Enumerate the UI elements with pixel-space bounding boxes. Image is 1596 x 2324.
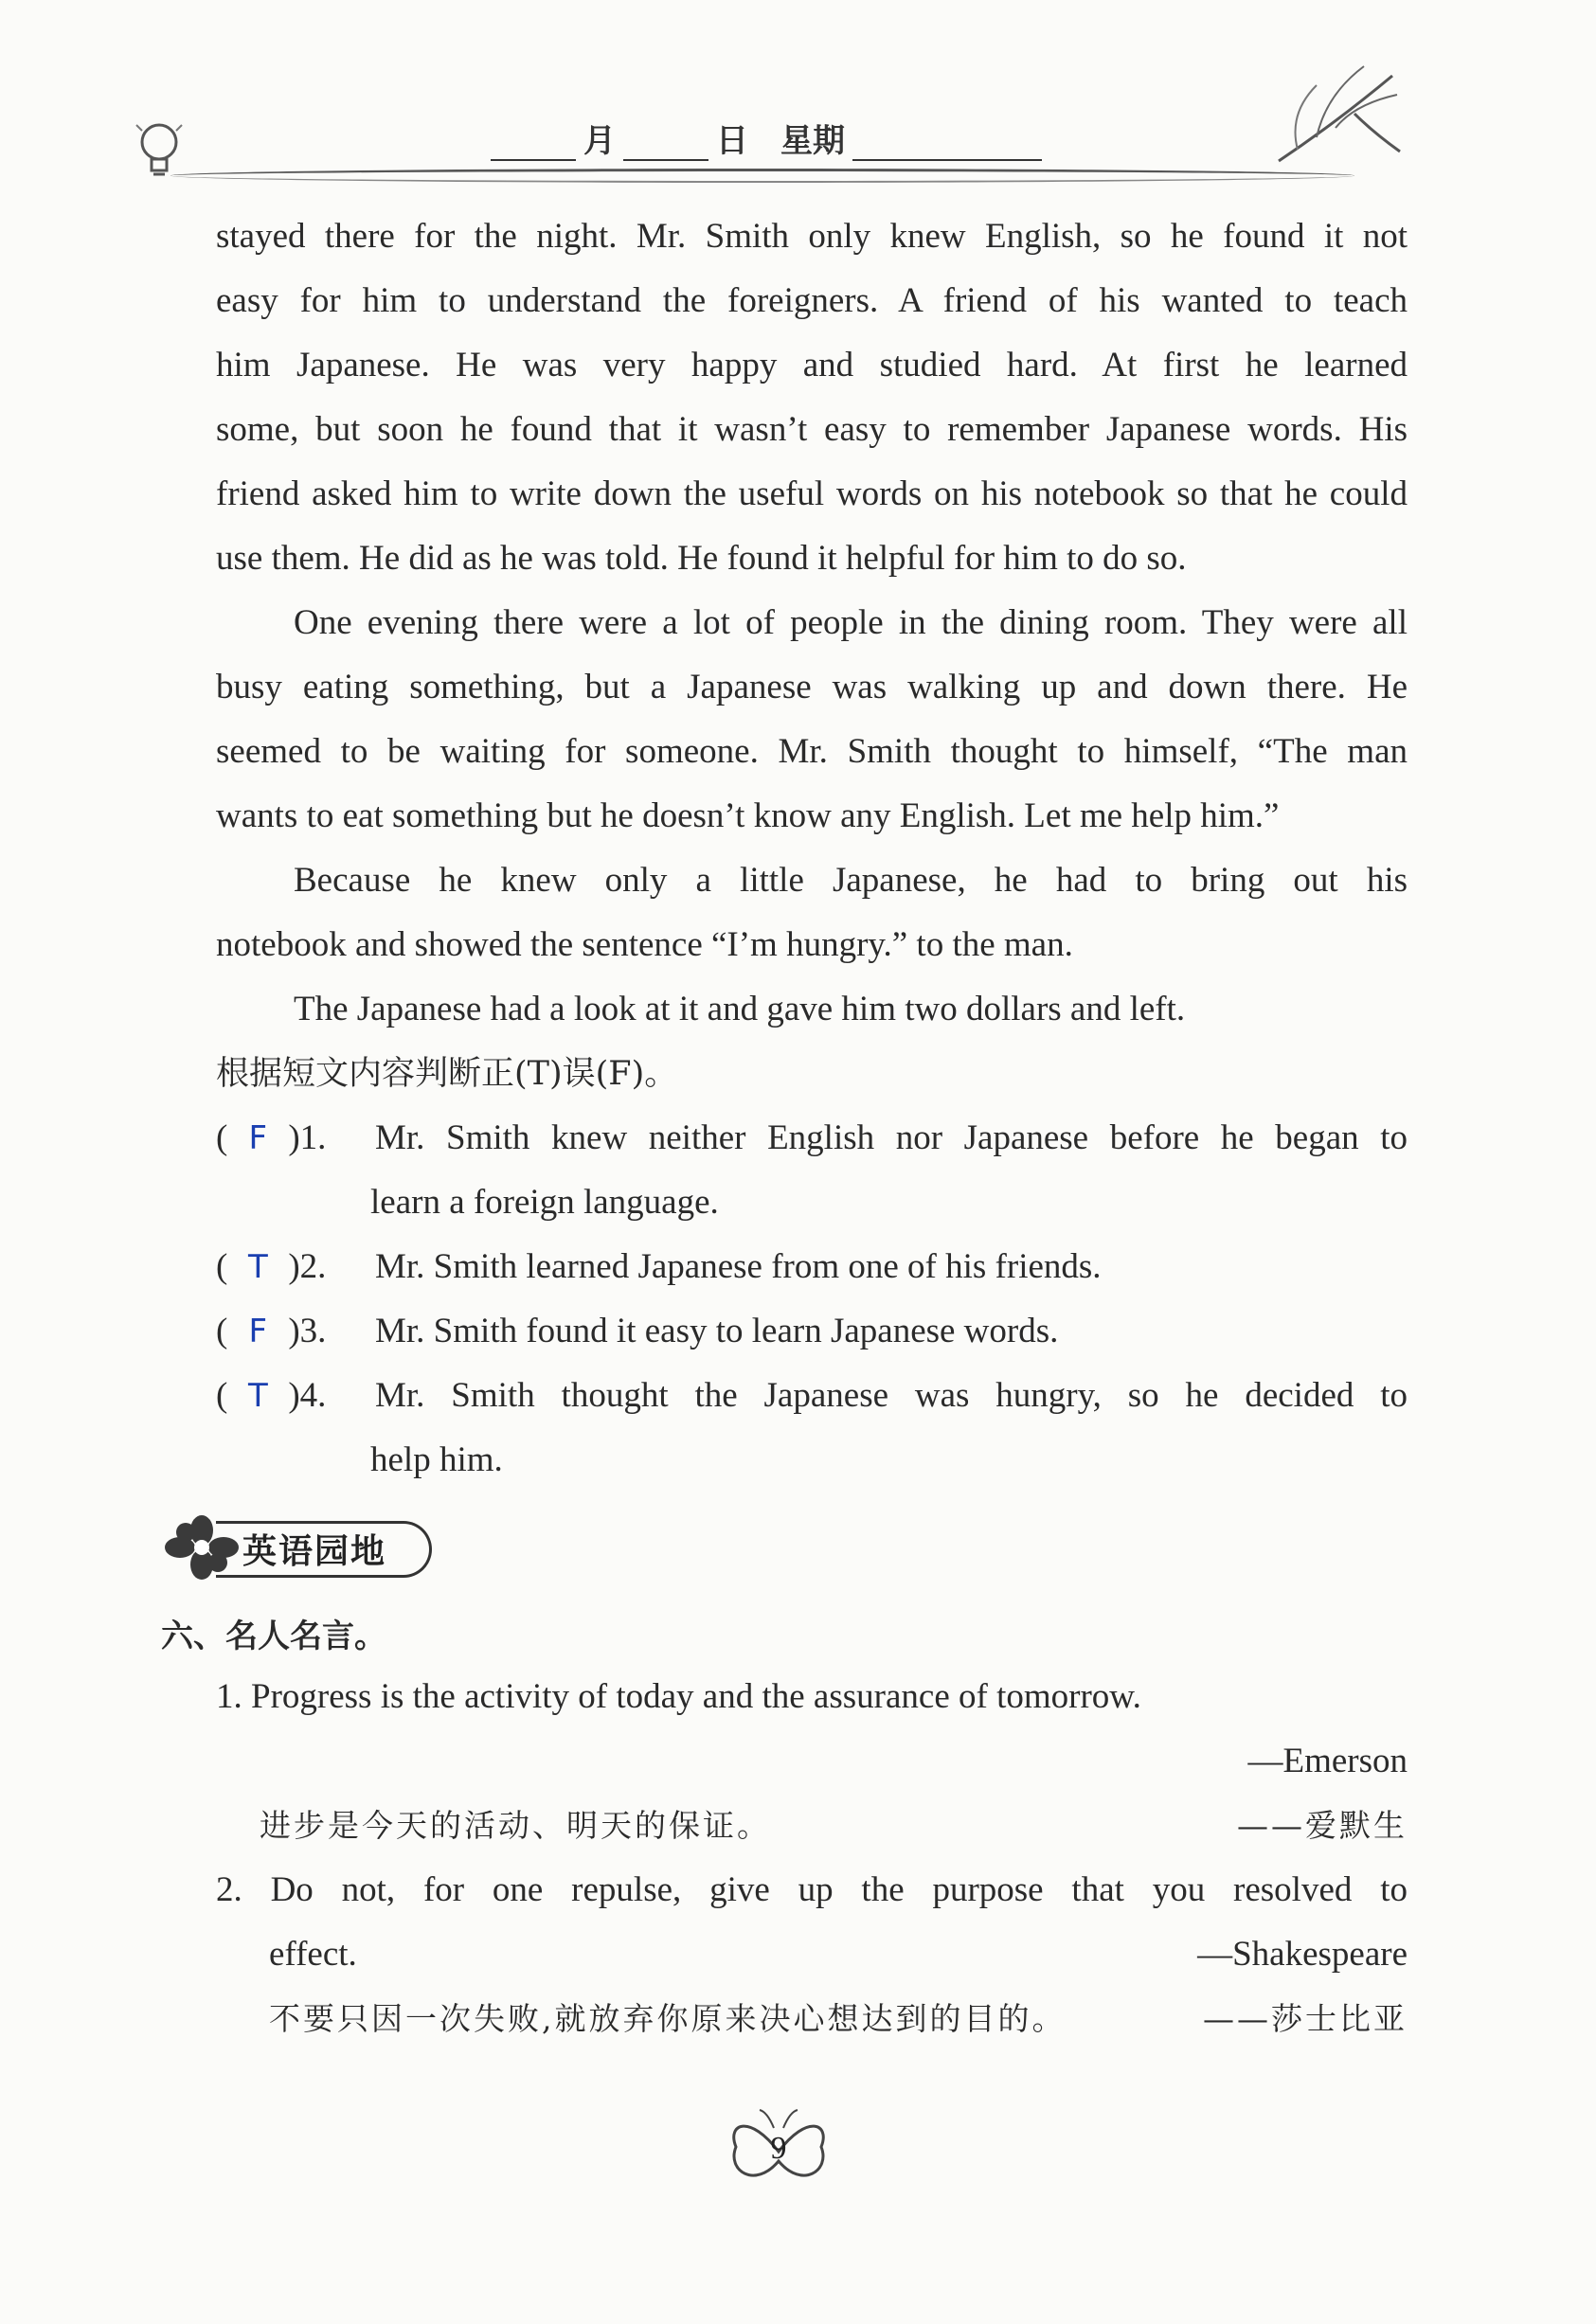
page-number-badge bbox=[722, 2104, 835, 2199]
passage-line: some, but soon he found that it wasn’t easy to remember Japanese words. His bbox=[216, 410, 1408, 449]
answer-mark: F bbox=[248, 1119, 268, 1157]
passage-line: stayed there for the night. Mr. Smith only knew English, so he found it not bbox=[216, 217, 1408, 256]
passage-line: One evening there were a lot of people in the dining room. They were all bbox=[294, 603, 1408, 642]
quote-2 bbox=[216, 1858, 1408, 2051]
passage-line: easy for him to understand the foreigners. A friend of his wanted to teach bbox=[216, 281, 1408, 320]
reading-passage bbox=[216, 205, 1408, 1493]
true-false-questions bbox=[216, 1106, 1408, 1493]
question-row: ( F )3. Mr. Smith found it easy to learn Japanese words. bbox=[216, 1299, 1408, 1364]
date-line bbox=[483, 104, 1089, 161]
question-text: Mr. Smith knew neither English nor Japanese before he began to bbox=[375, 1118, 1408, 1157]
question-text: Mr. Smith learned Japanese from one of his friends. bbox=[375, 1247, 1102, 1286]
month-label: 月 bbox=[583, 122, 616, 160]
question-row: ( T )2. Mr. Smith learned Japanese from one of his friends. bbox=[216, 1235, 1408, 1299]
question-row: ( T )4. Mr. Smith thought the Japanese was hungry, so he decided to bbox=[216, 1364, 1408, 1428]
quote-text: 2. Do not, for one repulse, give up the purpose that you resolved to bbox=[216, 1870, 1408, 1909]
passage-line: him Japanese. He was very happy and studied hard. At first he learned bbox=[216, 346, 1408, 384]
passage-line: seemed to be waiting for someone. Mr. Smith thought to himself, “The man bbox=[216, 732, 1408, 771]
flower-icon bbox=[159, 1513, 244, 1582]
quote-text: 1. Progress is the activity of today and the assurance of tomorrow. bbox=[216, 1677, 1141, 1716]
passage-line: Because he knew only a little Japanese, he had to bring out his bbox=[294, 861, 1408, 900]
passage-line: wants to eat something but he doesn’t know any English. Let me help him.” bbox=[216, 796, 1280, 835]
quote-author-en: —Emerson bbox=[1247, 1742, 1408, 1780]
plant-icon bbox=[1260, 57, 1402, 170]
passage-line: The Japanese had a look at it and gave him two dollars and left. bbox=[294, 990, 1186, 1028]
passage-line: notebook and showed the sentence “I’m hungry.” to the man. bbox=[216, 925, 1073, 964]
passage-line: use them. He did as he was told. He found it helpful for him to do so. bbox=[216, 539, 1187, 578]
passage-line: busy eating something, but a Japanese was walking up and down there. He bbox=[216, 668, 1408, 706]
page-header bbox=[133, 95, 1402, 199]
weekday-blank bbox=[852, 121, 1042, 161]
page-number: 9 bbox=[770, 2131, 787, 2166]
question-row: ( F )1. Mr. Smith knew neither English nor Japanese before he began to bbox=[216, 1106, 1408, 1171]
question-text-cont: help him. bbox=[370, 1440, 503, 1479]
day-label: 日 bbox=[716, 122, 748, 160]
section-badge-label: 英语园地 bbox=[242, 1532, 387, 1571]
question-text-cont: learn a foreign language. bbox=[370, 1183, 719, 1222]
answer-mark: T bbox=[247, 1248, 268, 1286]
weekday-label: 星期 bbox=[780, 122, 845, 160]
quote-author-cn: ——莎士比亚 bbox=[1203, 2000, 1408, 2037]
month-blank bbox=[491, 121, 576, 161]
passage-line: friend asked him to write down the useful words on his notebook so that he could bbox=[216, 474, 1408, 513]
question-text: Mr. Smith thought the Japanese was hungry, so he decided to bbox=[375, 1376, 1408, 1415]
instruction: 根据短文内容判断正(T)误(F)。 bbox=[216, 1055, 678, 1093]
quote-author-en: —Shakespeare bbox=[1197, 1935, 1408, 1974]
section-title: 六、名人名言。 bbox=[161, 1618, 386, 1655]
quote-translation: 进步是今天的活动、明天的保证。 bbox=[260, 1807, 771, 1844]
header-rule bbox=[170, 169, 1354, 183]
day-blank bbox=[623, 121, 708, 161]
question-text: Mr. Smith found it easy to learn Japanese words. bbox=[375, 1312, 1059, 1350]
quote-author-cn: ——爱默生 bbox=[1237, 1807, 1408, 1844]
quote-text-cont: effect. bbox=[269, 1935, 357, 1974]
quote-1 bbox=[216, 1665, 1408, 1858]
section-badge bbox=[159, 1513, 443, 1580]
answer-mark: F bbox=[248, 1313, 268, 1350]
quote-translation: 不要只因一次失败,就放弃你原来决心想达到的目的。 bbox=[269, 2000, 1067, 2037]
answer-mark: T bbox=[247, 1377, 268, 1415]
